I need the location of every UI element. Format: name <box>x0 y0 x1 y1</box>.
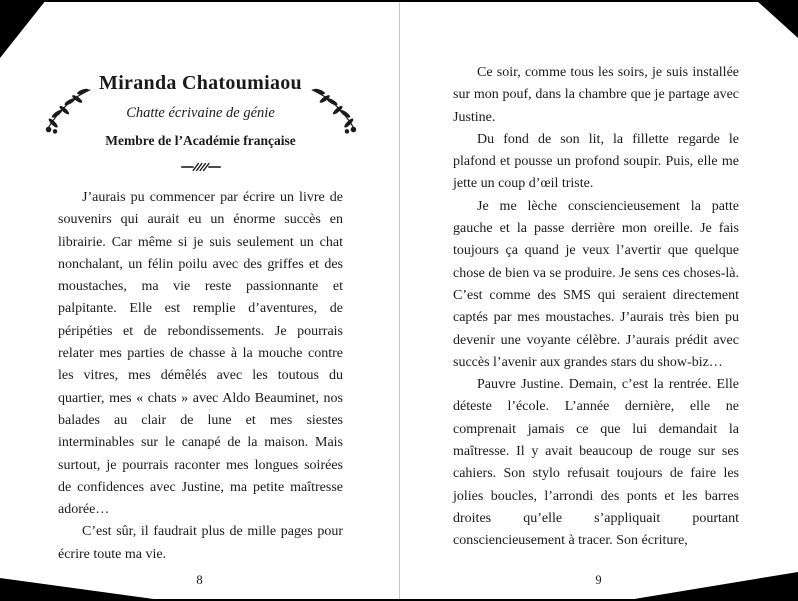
paragraph: Ce soir, comme tous les soirs, je suis installée sur mon pouf, dans la chambre que je partage avec Justine. <box>453 65 739 125</box>
olive-branch-left-icon <box>42 86 94 136</box>
book-gutter-fold <box>399 0 400 601</box>
chapter-header <box>58 72 343 149</box>
paragraph: Du fond de son lit, la fillette regarde le plafond et pousse un profond soupir. Puis, elle me jette un coup d’œil triste. <box>453 131 739 192</box>
paragraph: J’aurais pu commencer par écrire un livre de souvenirs qui aurait eu un énorme succès en librairie. Car même si je suis seulement un chat nonchalant, un félin poilu avec des griffes et des moustaches, ma vie reste passionnante et palpitante. Elle est remplie d’aventures, de péripéties et de rebondissements. Je pourrais relater mes parties de chasse à la mouche contre les vitres, mes démêlés avec les toutous du quartier, mes « chats » avec Aldo Beauminet, nos balades au clair de lune et mes siestes interminables sur le canapé de la maison. Mais surtout, je pourrais raconter mes longues soirées de confidences avec Justine, ma petite maîtresse adorée… <box>58 190 343 518</box>
paragraph: Je me lèche consciencieusement la patte gauche et la passe derrière mon oreille. Je fais toujours ça quand je veux l’avertir que quelque chose de bien va se produire. Je sens ces choses-là. C’est comme des SMS qui seraient directement captés par mes moustaches. J’aurais très bien pu devenir une voyante célèbre. J’aurais prédit avec succès l’avenir aux grandes stars du show-biz… <box>453 198 739 370</box>
page-number-left: 8 <box>196 573 203 587</box>
chapter-header-text <box>99 72 303 149</box>
right-page-body <box>453 62 739 553</box>
page-title: Miranda Chatoumiaou <box>99 72 302 94</box>
photo-edge-top <box>0 0 798 2</box>
olive-branch-right-icon <box>308 86 360 136</box>
paragraph: C’est sûr, il faudrait plus de mille pages pour écrire toute ma vie. <box>58 524 343 562</box>
page-subtitle: Chatte écrivaine de génie <box>126 105 275 121</box>
right-page <box>399 0 798 601</box>
left-page-body <box>58 187 343 566</box>
paragraph: Pauvre Justine. Demain, c’est la rentrée. Elle déteste l’école. L’année dernière, elle ne comprenait jamais ce que lui demandait la maîtresse. Il y avait beaucoup de rouge sur ses cahiers. Son stylo refusait toujours de faire les jolies boucles, l’arrondi des ponts et les barres droites qu’elle s’appliquait pourtant consciencieusement à tracer. Son écriture, <box>453 377 739 549</box>
rope-twist-divider-icon <box>58 160 343 174</box>
affiliation-line: Membre de l’Académie française <box>105 133 296 148</box>
page-number-right: 9 <box>595 573 602 587</box>
